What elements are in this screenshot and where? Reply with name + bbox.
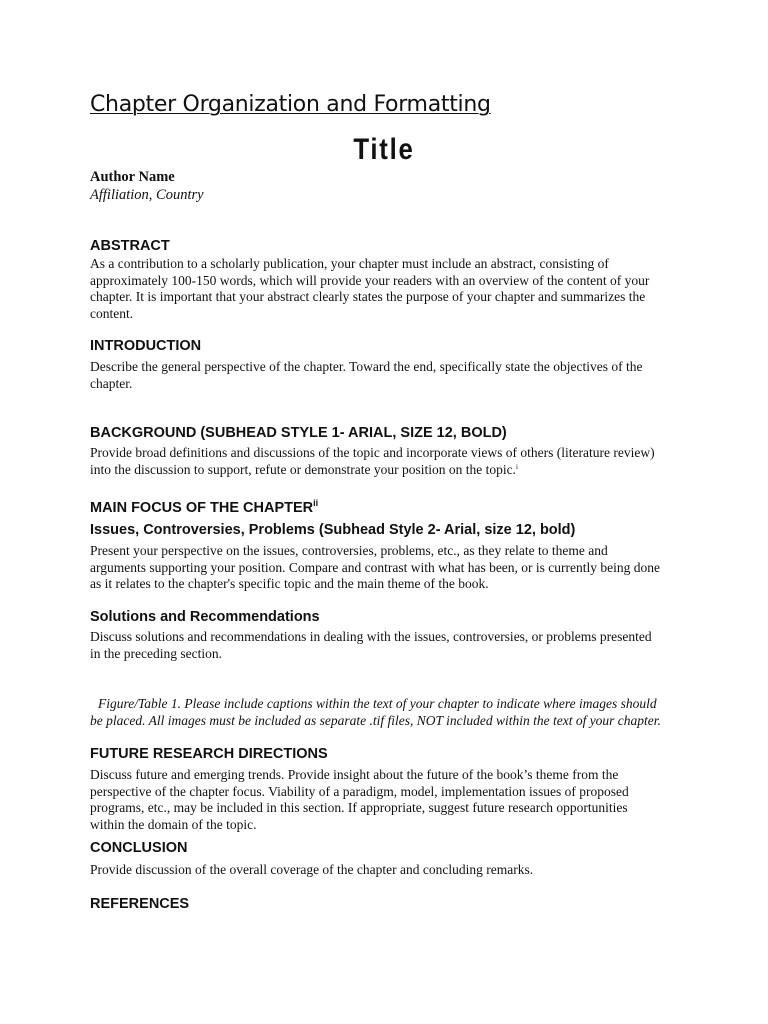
solutions-line: Discuss solutions and recommendations in dealing with the issues, controversies, or problems presented: [90, 629, 652, 644]
conclusion-line: Provide discussion of the overall coverage of the chapter and concluding remarks.: [90, 862, 534, 877]
footnote-marker: i: [515, 462, 518, 471]
background-line: Provide broad definitions and discussions of the topic and incorporate views of others (literature review): [90, 445, 655, 460]
introduction-paragraph: [90, 359, 690, 392]
issues-subheading: Issues, Controversies, Problems (Subhead Style 2- Arial, size 12, bold): [90, 522, 576, 538]
solutions-paragraph: [90, 629, 690, 662]
issues-line: arguments supporting your position. Compare and contrast with what has been, or is currently being done: [90, 559, 661, 575]
author-affiliation: Affiliation, Country: [90, 187, 204, 203]
future-research-line: perspective of the chapter focus. Viability of a paradigm, model, implementation issues of proposed: [90, 783, 629, 799]
conclusion-heading: CONCLUSION: [90, 840, 188, 856]
figure-caption-line: Figure/Table 1. Please include captions within the text of your chapter to indicate where images should: [98, 696, 657, 711]
main-focus-heading-text: MAIN FOCUS OF THE CHAPTER: [90, 500, 314, 516]
abstract-line: approximately 100-150 words, which will provide your readers with an overview of the content of your: [90, 272, 650, 288]
introduction-line: Describe the general perspective of the chapter. Toward the end, specifically state the objectives of the: [90, 359, 643, 374]
issues-paragraph: [90, 543, 690, 593]
future-research-line: Discuss future and emerging trends. Provide insight about the future of the book’s theme from the: [90, 767, 619, 782]
references-heading: REFERENCES: [90, 896, 190, 912]
future-research-line: programs, etc., may be included in this section. If appropriate, suggest future research opportunities: [90, 800, 628, 815]
main-focus-heading: [90, 500, 318, 516]
issues-line: Present your perspective on the issues, controversies, problems, etc., as they relate to theme and: [90, 543, 608, 558]
footnote-marker: ii: [313, 498, 319, 508]
introduction-heading: INTRODUCTION: [90, 338, 202, 354]
abstract-heading: ABSTRACT: [90, 238, 170, 254]
abstract-line: As a contribution to a scholarly publication, your chapter must include an abstract, consisting of: [90, 256, 609, 271]
background-heading: BACKGROUND (SUBHEAD STYLE 1- ARIAL, SIZE 12, BOLD): [90, 425, 507, 441]
figure-caption-line: be placed. All images must be included as separate .tif files, NOT included within the text of your chapter.: [90, 713, 661, 728]
solutions-heading: Solutions and Recommendations: [90, 609, 320, 625]
future-research-line: within the domain of the topic.: [90, 816, 257, 832]
abstract-line: chapter. It is important that your abstract clearly states the purpose of your chapter and summarizes the: [90, 289, 646, 304]
abstract-paragraph: [90, 256, 690, 322]
author-name: Author Name: [90, 169, 175, 185]
figure-caption: [90, 695, 690, 729]
background-line-with-footnote: [90, 462, 690, 479]
future-research-paragraph: [90, 767, 690, 833]
future-research-heading: FUTURE RESEARCH DIRECTIONS: [90, 746, 328, 762]
abstract-line: content.: [90, 305, 134, 321]
issues-line: as it relates to the chapter's specific topic and the main theme of the book.: [90, 576, 489, 591]
introduction-line: chapter.: [90, 375, 133, 391]
conclusion-paragraph: [90, 862, 690, 879]
background-line: into the discussion to support, refute or demonstrate your position on the topic.: [90, 461, 516, 477]
solutions-line: in the preceding section.: [90, 645, 222, 661]
chapter-title: Title: [353, 133, 415, 166]
background-paragraph: [90, 445, 690, 478]
document-heading: Chapter Organization and Formatting: [90, 92, 491, 117]
